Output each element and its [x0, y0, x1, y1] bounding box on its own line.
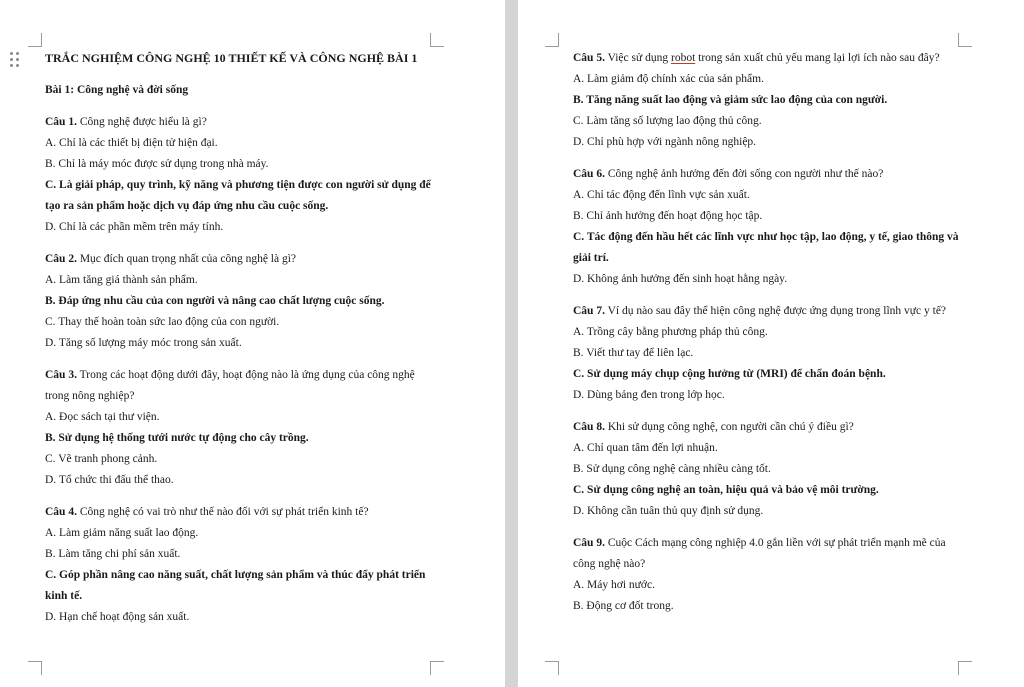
- question-label: Câu 6.: [573, 168, 605, 180]
- answer-option: A. Đọc sách tại thư viện.: [45, 411, 160, 423]
- table-move-handle-icon[interactable]: [10, 52, 22, 70]
- spellcheck-underlined-word[interactable]: robot: [670, 52, 696, 64]
- answer-option: A. Làm giảm độ chính xác của sản phẩm.: [573, 73, 764, 85]
- answer-option-correct: B. Đáp ứng nhu cầu của con người và nâng cao chất lượng cuộc sống.: [45, 295, 385, 307]
- answer-option: C. Thay thế hoàn toàn sức lao động của con người.: [45, 316, 280, 328]
- question-text: Việc sử dụng: [604, 52, 671, 64]
- question-8: [573, 417, 963, 522]
- question-7: [573, 301, 963, 406]
- question-text: Công nghệ có vai trò như thế nào đối với sự phát triển kinh tế?: [76, 506, 369, 518]
- question-text: trong sản xuất chủ yếu mang lại lợi ích nào sau đây?: [695, 52, 940, 64]
- crop-mark-bottom-left: [545, 661, 559, 675]
- question-label: Câu 2.: [45, 253, 77, 265]
- crop-mark-top-right: [430, 33, 444, 47]
- answer-option: A. Trồng cây bằng phương pháp thủ công.: [573, 326, 768, 338]
- crop-mark-top-left: [28, 33, 42, 47]
- answer-option: A. Làm tăng giá thành sản phẩm.: [45, 274, 198, 286]
- lesson-heading: Bài 1: Công nghệ và đời sống: [45, 84, 189, 96]
- question-stem: [573, 48, 963, 69]
- answer-option: D. Không cần tuân thủ quy định sử dụng.: [573, 505, 764, 517]
- answer-option: A. Chỉ tác động đến lĩnh vực sản xuất.: [573, 189, 750, 201]
- question-4: [45, 502, 440, 628]
- question-text: Khi sử dụng công nghệ, con người cần chú ý điều gì?: [604, 421, 854, 433]
- question-label: Câu 4.: [45, 506, 77, 518]
- question-stem: [573, 301, 963, 322]
- crop-mark-top-left: [545, 33, 559, 47]
- question-label: Câu 5.: [573, 52, 605, 64]
- question-label: Câu 9.: [573, 537, 605, 549]
- question-5: [573, 48, 963, 153]
- question-2: [45, 249, 440, 354]
- answer-option-correct: B. Tăng năng suất lao động và giảm sức lao động của con người.: [573, 94, 888, 106]
- answer-option-correct: C. Là giải pháp, quy trình, kỹ năng và phương tiện được con người sử dụng để tạo ra sản phẩm hoặc dịch vụ đáp ứng nhu cầu cuộc sống.: [45, 179, 431, 212]
- answer-option: B. Sử dụng công nghệ càng nhiều càng tốt.: [573, 463, 771, 475]
- page-gutter: [505, 0, 518, 687]
- answer-option: D. Hạn chế hoạt động sản xuất.: [45, 611, 190, 623]
- right-page-body: [573, 48, 963, 617]
- answer-option: D. Không ảnh hưởng đến sinh hoạt hằng ngày.: [573, 273, 788, 285]
- question-label: Câu 3.: [45, 369, 77, 381]
- answer-option-correct: C. Sử dụng công nghệ an toàn, hiệu quả và bảo vệ môi trường.: [573, 484, 879, 496]
- answer-option: D. Dùng bảng đen trong lớp học.: [573, 389, 725, 401]
- crop-mark-bottom-right: [958, 661, 972, 675]
- answer-option-correct: B. Sử dụng hệ thống tưới nước tự động cho cây trồng.: [45, 432, 309, 444]
- question-text: Ví dụ nào sau đây thể hiện công nghệ được ứng dụng trong lĩnh vực y tế?: [604, 305, 947, 317]
- answer-option: D. Tổ chức thi đấu thể thao.: [45, 474, 174, 486]
- answer-option: B. Động cơ đốt trong.: [573, 600, 674, 612]
- question-stem: [45, 365, 440, 407]
- answer-option-correct: C. Sử dụng máy chụp cộng hưởng từ (MRI) để chẩn đoán bệnh.: [573, 368, 886, 380]
- question-stem: [45, 249, 440, 270]
- answer-option: B. Chỉ ảnh hưởng đến hoạt động học tập.: [573, 210, 763, 222]
- answer-option-correct: C. Tác động đến hầu hết các lĩnh vực như học tập, lao động, y tế, giao thông và giải trí.: [573, 231, 959, 264]
- question-9: [573, 533, 963, 617]
- answer-option: B. Làm tăng chi phí sản xuất.: [45, 548, 181, 560]
- question-text: Cuộc Cách mạng công nghiệp 4.0 gắn liền với sự phát triển mạnh mẽ của công nghệ nào?: [573, 537, 946, 570]
- answer-option: A. Làm giảm năng suất lao động.: [45, 527, 199, 539]
- question-3: [45, 365, 440, 491]
- question-label: Câu 8.: [573, 421, 605, 433]
- question-label: Câu 1.: [45, 116, 77, 128]
- question-stem: [573, 533, 963, 575]
- document-title: TRẮC NGHIỆM CÔNG NGHỆ 10 THIẾT KẾ VÀ CÔNG NGHỆ BÀI 1: [45, 51, 418, 65]
- question-text: Mục đích quan trọng nhất của công nghệ là gì?: [76, 253, 297, 265]
- left-page-body: [45, 48, 440, 628]
- answer-option: D. Chỉ là các phần mềm trên máy tính.: [45, 221, 224, 233]
- question-stem: [45, 502, 440, 523]
- question-text: Trong các hoạt động dưới đây, hoạt động nào là ứng dụng của công nghệ trong nông nghiệp?: [45, 369, 415, 402]
- answer-option: A. Chỉ là các thiết bị điện tử hiện đại.: [45, 137, 218, 149]
- answer-option: A. Chỉ quan tâm đến lợi nhuận.: [573, 442, 718, 454]
- question-stem: [573, 417, 963, 438]
- answer-option: B. Chỉ là máy móc được sử dụng trong nhà máy.: [45, 158, 269, 170]
- question-text: Công nghệ được hiểu là gì?: [76, 116, 207, 128]
- crop-mark-top-right: [958, 33, 972, 47]
- question-stem: [573, 164, 963, 185]
- answer-option: C. Làm tăng số lượng lao động thủ công.: [573, 115, 762, 127]
- question-label: Câu 7.: [573, 305, 605, 317]
- crop-mark-bottom-right: [430, 661, 444, 675]
- question-stem: [45, 112, 440, 133]
- question-6: [573, 164, 963, 290]
- question-text: Công nghệ ảnh hưởng đến đời sống con người như thế nào?: [604, 168, 884, 180]
- answer-option: D. Tăng số lượng máy móc trong sản xuất.: [45, 337, 242, 349]
- answer-option: A. Máy hơi nước.: [573, 579, 655, 591]
- answer-option: D. Chỉ phù hợp với ngành nông nghiệp.: [573, 136, 757, 148]
- crop-mark-bottom-left: [28, 661, 42, 675]
- question-1: [45, 112, 440, 238]
- answer-option: C. Vẽ tranh phong cảnh.: [45, 453, 158, 465]
- answer-option-correct: C. Góp phần nâng cao năng suất, chất lượng sản phẩm và thúc đẩy phát triển kinh tế.: [45, 569, 426, 602]
- answer-option: B. Viết thư tay để liên lạc.: [573, 347, 694, 359]
